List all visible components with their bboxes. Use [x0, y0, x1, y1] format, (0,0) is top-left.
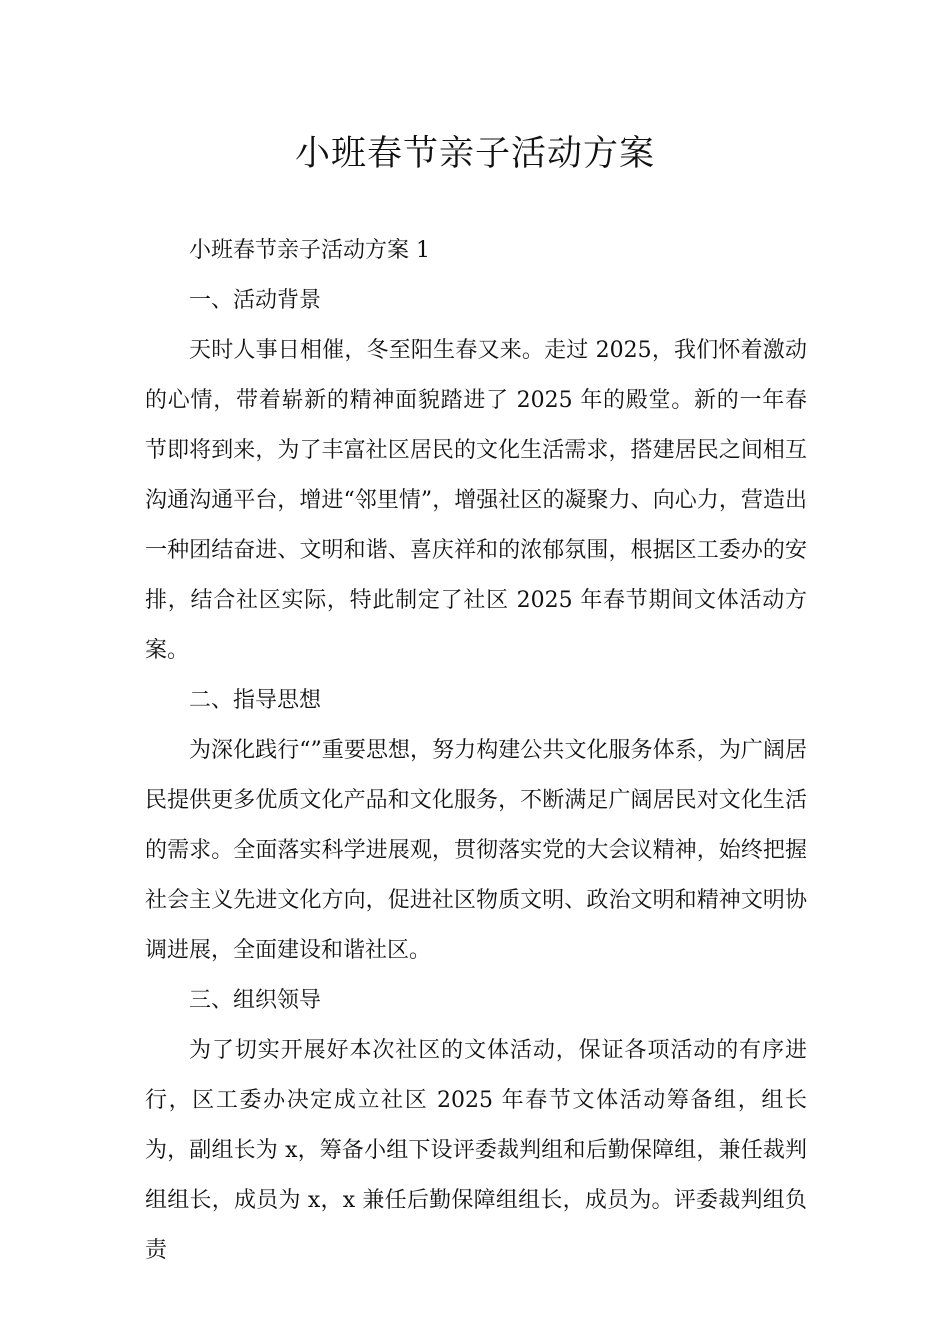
section-paragraph-guiding-ideology: 为深化践行“”重要思想，努力构建公共文化服务体系，为广阔居民提供更多优质文化产品和文化服务，不断满足广阔居民对文化生活的需求。全面落实科学进展观，贯彻落实党的大会议精神，始终把握社会主义先进文化方向，促进社区物质文明、政治文明和精神文明协调进展，全面建设和谐社区。	[145, 738, 807, 963]
document-subtitle: 小班春节亲子活动方案 1	[189, 238, 430, 263]
document-body	[145, 226, 807, 1276]
section-paragraph-background: 天时人事日相催，冬至阳生春又来。走过 2025，我们怀着激动的心情，带着崭新的精神面貌踏进了 2025 年的殿堂。新的一年春节即将到来，为了丰富社区居民的文化生活需求，搭建居民之间相互沟通沟通平台，增进“邻里情”，增强社区的凝聚力、向心力，营造出一种团结奋进、文明和谐、喜庆祥和的浓郁氛围，根据区工委办的安排，结合社区实际，特此制定了社区 2025 年春节期间文体活动方案。	[145, 338, 807, 663]
section-heading-guiding-ideology: 二、指导思想	[189, 688, 322, 713]
section-paragraph-organization: 为了切实开展好本次社区的文体活动，保证各项活动的有序进行，区工委办决定成立社区 2025 年春节文体活动筹备组，组长为，副组长为 x，筹备小组下设评委裁判组和后勤保障组，兼任裁判组组长，成员为 x，x 兼任后勤保障组组长，成员为。评委裁判组负责	[145, 1038, 807, 1263]
document-title: 小班春节亲子活动方案	[294, 134, 655, 174]
section-heading-background: 一、活动背景	[189, 288, 322, 313]
section-heading-organization: 三、组织领导	[189, 988, 322, 1013]
